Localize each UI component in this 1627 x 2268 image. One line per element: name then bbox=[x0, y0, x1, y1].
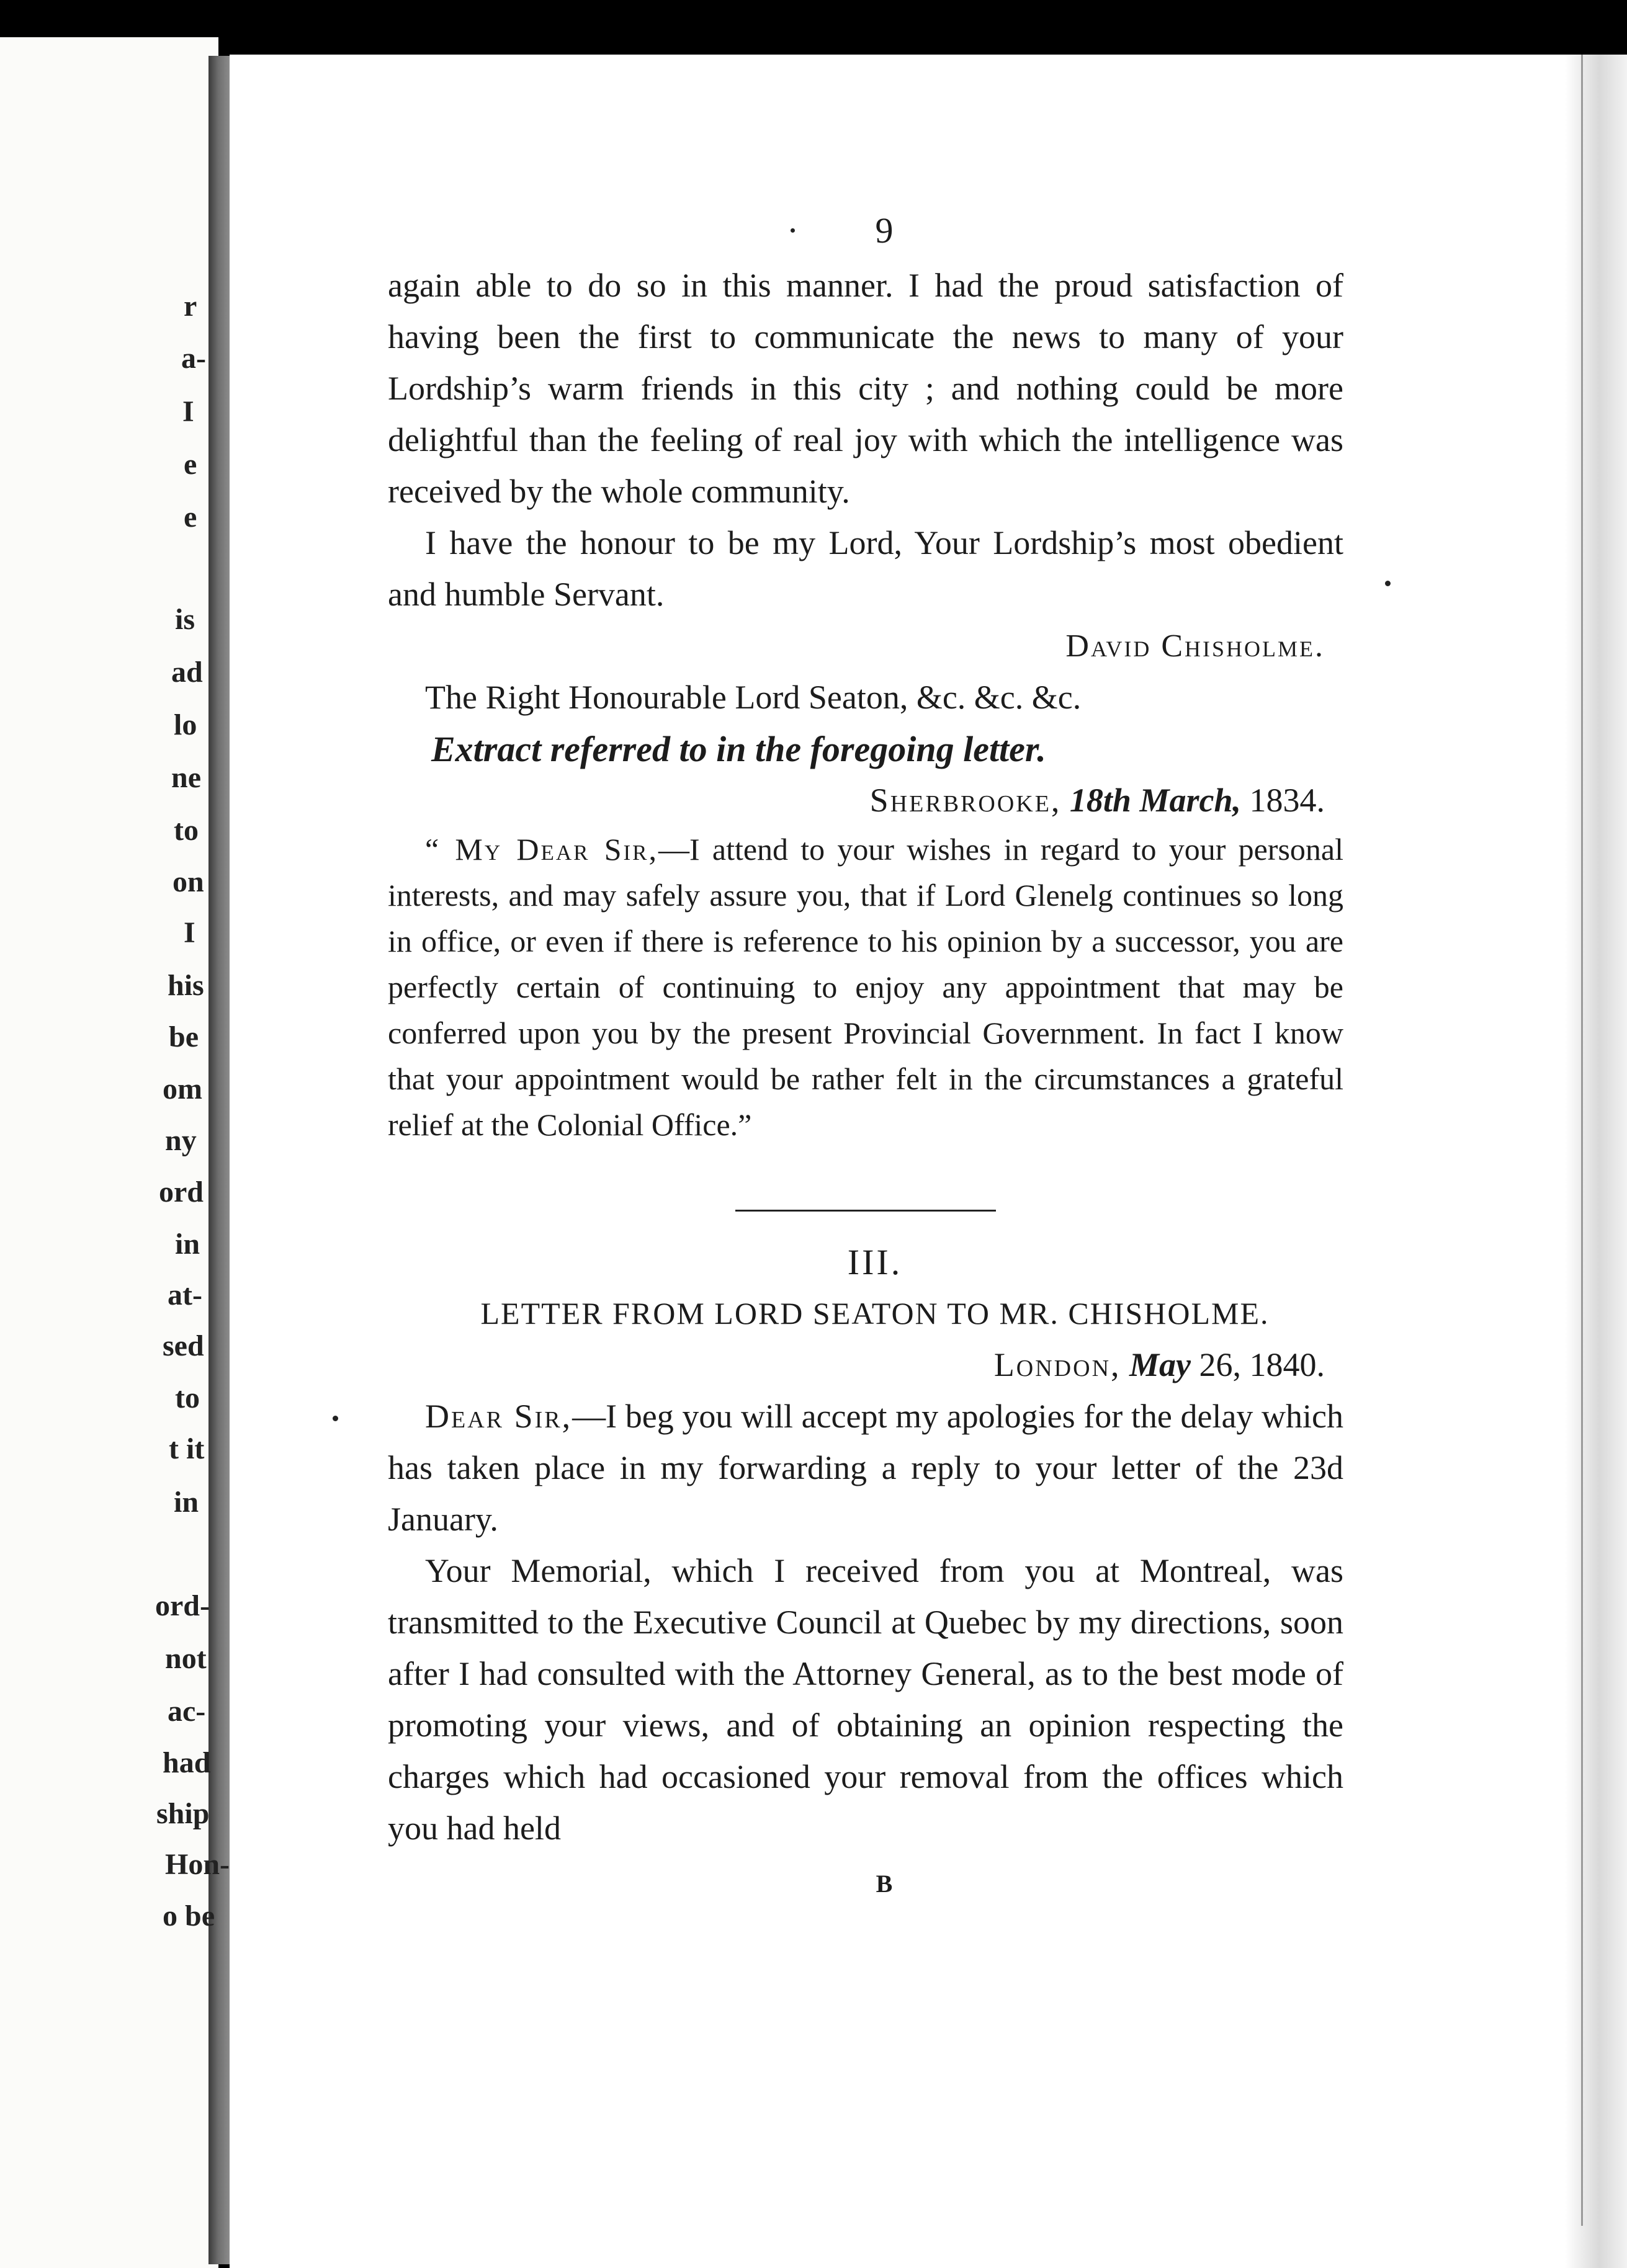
left-fragment: be bbox=[169, 1020, 199, 1053]
page-number: 9 bbox=[875, 210, 894, 251]
left-fragment: in bbox=[175, 1228, 200, 1261]
left-fragment: ship bbox=[156, 1797, 210, 1830]
letter-paragraph: Your Memorial, which I received from you at Montreal, was transmitted to the Executive Council at Quebec by my directions, soon after I had consulted with the Attorney General, as to the best mode of promoting your views, and of obtaining an opinion respecting the charges which had occasioned your removal from the offices which you had held bbox=[388, 1552, 1343, 1847]
left-fragment: to bbox=[174, 814, 199, 847]
page-content bbox=[388, 205, 1343, 1909]
letter-heading: LETTER FROM LORD SEATON TO MR. CHISHOLME. bbox=[480, 1296, 1270, 1331]
left-fragment: ac- bbox=[168, 1695, 206, 1728]
left-fragment: om bbox=[163, 1073, 202, 1105]
left-fragment: t it bbox=[169, 1432, 205, 1465]
extract-date: 18th March, bbox=[1069, 782, 1241, 819]
left-fragment: I bbox=[184, 916, 195, 949]
signature-mark: B bbox=[876, 1870, 893, 1898]
paragraph: again able to do so in this manner. I had the proud satisfaction of having been the first to communicate the news to many of your Lordship’s warm friends in this city ; and nothing could be more delightful than the feeling of real joy with which the intelligence was received by the whole community. bbox=[388, 267, 1343, 510]
letter-text: —I beg you will accept my apologies for the delay which has taken place in my forwarding a reply to your letter of the 23d January. bbox=[388, 1398, 1343, 1538]
extract-heading: Extract referred to in the foregoing letter. bbox=[431, 729, 1046, 769]
ink-speck bbox=[333, 1416, 338, 1421]
left-fragment: in bbox=[174, 1486, 199, 1519]
paragraph: I have the honour to be my Lord, Your Lordship’s most obedient and humble Servant. bbox=[388, 524, 1343, 613]
letter-paragraph bbox=[388, 1391, 1343, 1545]
left-fragment: is bbox=[175, 603, 195, 636]
letter-date: May bbox=[1129, 1346, 1191, 1383]
book-gutter bbox=[208, 56, 230, 2264]
extract-place: Sherbrooke, bbox=[869, 782, 1062, 819]
extract-year: 1834. bbox=[1249, 782, 1325, 819]
section-divider bbox=[735, 1210, 996, 1212]
section-number: III. bbox=[847, 1242, 903, 1282]
extract-body bbox=[388, 826, 1343, 1148]
page-edge-line bbox=[1581, 55, 1583, 2226]
left-fragment: o be bbox=[163, 1900, 215, 1932]
addressee: The Right Honourable Lord Seaton, &c. &c. &c. bbox=[425, 679, 1082, 716]
extract-dateline bbox=[388, 775, 1343, 826]
left-fragment: a- bbox=[181, 342, 206, 375]
ink-speck bbox=[1385, 581, 1391, 586]
left-fragment: ne bbox=[171, 761, 201, 794]
left-fragment: r bbox=[184, 290, 197, 323]
page-edge-shadow bbox=[1565, 55, 1627, 2268]
left-fragment: ny bbox=[165, 1124, 197, 1157]
left-fragment: ad bbox=[171, 656, 203, 689]
left-fragment: had bbox=[163, 1746, 211, 1779]
signature: David Chisholme. bbox=[1065, 628, 1325, 664]
left-fragment: to bbox=[175, 1382, 200, 1414]
left-fragment: not bbox=[165, 1642, 207, 1675]
left-fragment: lo bbox=[174, 708, 197, 741]
letter-dateline bbox=[388, 1339, 1343, 1391]
left-fragment: ord bbox=[159, 1176, 204, 1208]
left-fragment: on bbox=[173, 865, 204, 898]
left-fragment: ord- bbox=[155, 1589, 210, 1622]
extract-salutation: “ My Dear Sir, bbox=[425, 832, 659, 867]
extract-text: —I attend to your wishes in regard to your personal interests, and may safely assure you, that if Lord Glenelg continues so long in office, or even if there is reference to his opinion by a successor, you are perfectly certain of continuing to enjoy any appointment that may be conferred upon you by the present Provincial Government. In fact I know that your appointment would be rather felt in the circumstances a grateful relief at the Colonial Office.” bbox=[388, 832, 1343, 1142]
letter-salutation: Dear Sir, bbox=[425, 1398, 573, 1435]
left-fragment: e bbox=[184, 501, 197, 534]
left-fragment: at- bbox=[168, 1279, 202, 1311]
left-fragment: I bbox=[182, 395, 194, 428]
letter-place: London, bbox=[993, 1346, 1121, 1383]
left-fragment: e bbox=[184, 448, 197, 481]
left-fragment: sed bbox=[163, 1329, 204, 1362]
left-fragment: his bbox=[168, 969, 204, 1002]
letter-date-rest: 26, 1840. bbox=[1199, 1346, 1325, 1383]
left-fragment: Hon- bbox=[165, 1848, 230, 1881]
